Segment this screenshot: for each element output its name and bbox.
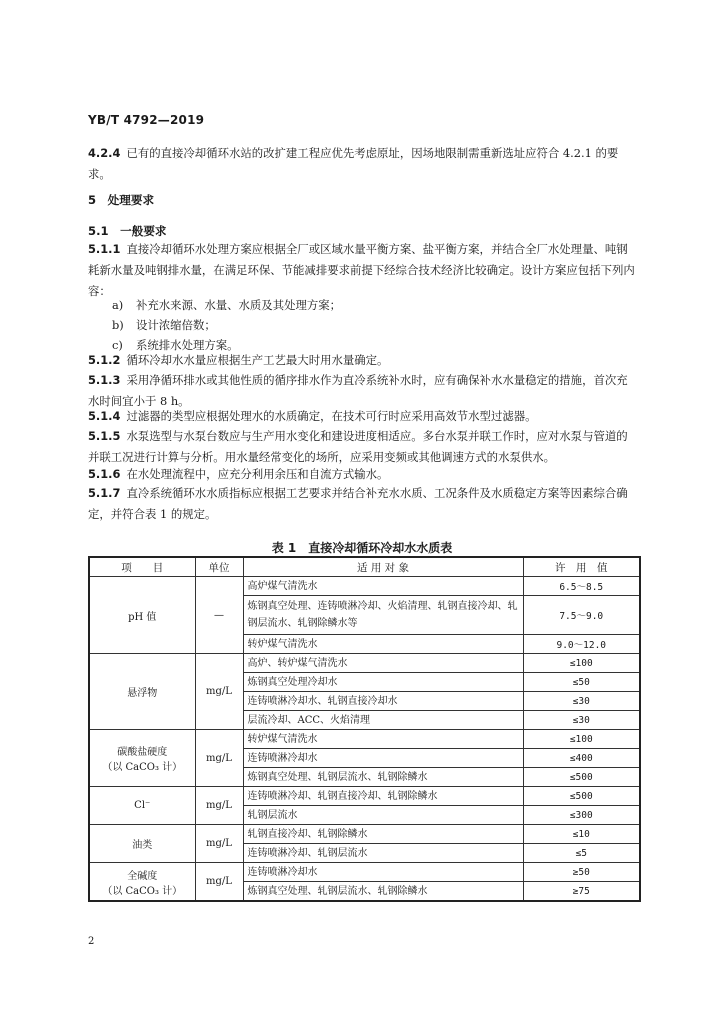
item-name: 碳酸盐硬度 xyxy=(117,747,168,758)
header-unit: 单位 xyxy=(195,557,243,577)
item-note: （以 CaCO₃ 计） xyxy=(102,885,183,897)
value-cell: ≤50 xyxy=(523,673,640,692)
table-header-row xyxy=(89,557,640,577)
object-cell: 连铸喷淋冷却、轧钢层流水 xyxy=(243,844,523,863)
value-cell: ≤30 xyxy=(523,692,640,711)
object-cell: 炼钢真空处理、连铸喷淋冷却、火焰清理、轧钢直接冷却、轧钢层流水、轧钢除鳞水等 xyxy=(243,596,523,635)
list-marker: c) xyxy=(112,338,123,352)
section-5-heading: 5 处理要求 xyxy=(88,193,155,207)
value-cell: ≥50 xyxy=(523,863,640,882)
value-cell: ≤100 xyxy=(523,654,640,673)
clause-4-2-4 xyxy=(88,143,638,185)
item-cell xyxy=(89,730,195,787)
value-cell: ≤10 xyxy=(523,825,640,844)
clause-text: 过滤器的类型应根据处理水的水质确定，在技术可行时应采用高效节水型过滤器。 xyxy=(126,409,537,423)
item-cell: 油类 xyxy=(89,825,195,863)
clause-text: 在水处理流程中，应充分利用余压和自流方式输水。 xyxy=(126,467,389,481)
value-cell: ≤300 xyxy=(523,806,640,825)
item-cell: pH 值 xyxy=(89,577,195,654)
item-cell xyxy=(89,863,195,902)
object-cell: 轧钢层流水 xyxy=(243,806,523,825)
value-cell: 9.0～12.0 xyxy=(523,635,640,654)
unit-cell: mg/L xyxy=(195,654,243,730)
clause-text: 已有的直接冷却循环水站的改扩建工程应优先考虑原址，因场地限制需重新选址应符合 4.2.1 的要求。 xyxy=(88,146,619,181)
object-cell: 高炉煤气清洗水 xyxy=(243,577,523,596)
list-item xyxy=(112,317,216,333)
value-cell: ≤400 xyxy=(523,749,640,768)
clause-number: 5.1.3 xyxy=(88,373,121,387)
table-row xyxy=(89,787,640,806)
object-cell: 转炉煤气清洗水 xyxy=(243,635,523,654)
clause-5-1-1 xyxy=(88,239,638,302)
section-5-1-heading: 5.1 一般要求 xyxy=(88,224,167,238)
value-cell: ≤500 xyxy=(523,768,640,787)
unit-cell: mg/L xyxy=(195,787,243,825)
page-number: 2 xyxy=(88,936,95,947)
value-cell: 7.5～9.0 xyxy=(523,596,640,635)
list-item xyxy=(112,297,341,313)
value-cell: ≤30 xyxy=(523,711,640,730)
object-cell: 连铸喷淋冷却、轧钢直接冷却、轧钢除鳞水 xyxy=(243,787,523,806)
unit-cell: — xyxy=(195,577,243,654)
document-header: YB/T 4792—2019 xyxy=(88,113,205,127)
clause-number: 5.1.1 xyxy=(88,242,121,256)
clause-5-1-2 xyxy=(88,350,638,371)
value-cell: ≤100 xyxy=(523,730,640,749)
clause-number: 4.2.4 xyxy=(88,146,121,160)
object-cell: 层流冷却、ACC、火焰清理 xyxy=(243,711,523,730)
object-cell: 连铸喷淋冷却水 xyxy=(243,863,523,882)
unit-cell: mg/L xyxy=(195,825,243,863)
clause-text: 直接冷却循环水处理方案应根据全厂或区域水量平衡方案、盐平衡方案，并结合全厂水处理量、吨钢耗新水量及吨钢排水量，在满足环保、节能减排要求前提下经综合技术经济比较确定。设计方案应包括下列内容： xyxy=(88,242,635,298)
object-cell: 轧钢直接冷却、轧钢除鳞水 xyxy=(243,825,523,844)
item-note: （以 CaCO₃ 计） xyxy=(102,762,183,773)
table-row xyxy=(89,654,640,673)
clause-5-1-7 xyxy=(88,483,638,525)
clause-5-1-5 xyxy=(88,426,638,468)
item-cell: Cl⁻ xyxy=(89,787,195,825)
item-cell: 悬浮物 xyxy=(89,654,195,730)
object-cell: 转炉煤气清洗水 xyxy=(243,730,523,749)
table-title: 表 1 直接冷却循环冷却水水质表 xyxy=(271,541,453,555)
clause-text: 采用净循环排水或其他性质的循序排水作为直冷系统补水时，应有确保补水水量稳定的措施，首次充水时间宜小于 8 h。 xyxy=(88,373,628,408)
value-cell: ≤5 xyxy=(523,844,640,863)
clause-number: 5.1.5 xyxy=(88,429,121,443)
object-cell: 连铸喷淋冷却水、轧钢直接冷却水 xyxy=(243,692,523,711)
clause-number: 5.1.2 xyxy=(88,353,121,367)
water-quality-table xyxy=(88,556,641,902)
list-text: 设计浓缩倍数； xyxy=(136,318,216,332)
unit-cell: mg/L xyxy=(195,730,243,787)
table-row xyxy=(89,863,640,882)
list-marker: a) xyxy=(112,298,124,312)
clause-number: 5.1.7 xyxy=(88,486,121,500)
header-item: 项 目 xyxy=(89,557,195,577)
header-value: 许 用 值 xyxy=(523,557,640,577)
table-row xyxy=(89,730,640,749)
object-cell: 炼钢真空处理、轧钢层流水、轧钢除鳞水 xyxy=(243,768,523,787)
item-name: 全碱度 xyxy=(127,870,158,882)
object-cell: 炼钢真空处理冷却水 xyxy=(243,673,523,692)
value-cell: 6.5～8.5 xyxy=(523,577,640,596)
list-text: 系统排水处理方案。 xyxy=(136,338,239,352)
table-row xyxy=(89,825,640,844)
list-marker: b) xyxy=(112,318,124,332)
value-cell: ≤500 xyxy=(523,787,640,806)
value-cell: ≥75 xyxy=(523,882,640,902)
object-cell: 连铸喷淋冷却水 xyxy=(243,749,523,768)
clause-5-1-4 xyxy=(88,406,638,427)
object-cell: 高炉、转炉煤气清洗水 xyxy=(243,654,523,673)
clause-text: 水泵选型与水泵台数应与生产用水变化和建设进度相适应。多台水泵并联工作时，应对水泵与管道的并联工况进行计算与分析。用水量经常变化的场所，应采用变频或其他调速方式的水泵供水。 xyxy=(88,429,628,464)
object-cell: 炼钢真空处理、轧钢层流水、轧钢除鳞水 xyxy=(243,882,523,902)
clause-text: 循环冷却水水量应根据生产工艺最大时用水量确定。 xyxy=(126,353,389,367)
clause-number: 5.1.6 xyxy=(88,467,121,481)
header-object: 适 用 对 象 xyxy=(243,557,523,577)
list-text: 补充水来源、水量、水质及其处理方案； xyxy=(136,298,342,312)
table-row xyxy=(89,577,640,596)
clause-number: 5.1.4 xyxy=(88,409,121,423)
unit-cell: mg/L xyxy=(195,863,243,902)
clause-5-1-6 xyxy=(88,464,638,485)
clause-text: 直冷系统循环水水质指标应根据工艺要求并结合补充水水质、工况条件及水质稳定方案等因素综合确定，并符合表 1 的规定。 xyxy=(88,486,628,521)
